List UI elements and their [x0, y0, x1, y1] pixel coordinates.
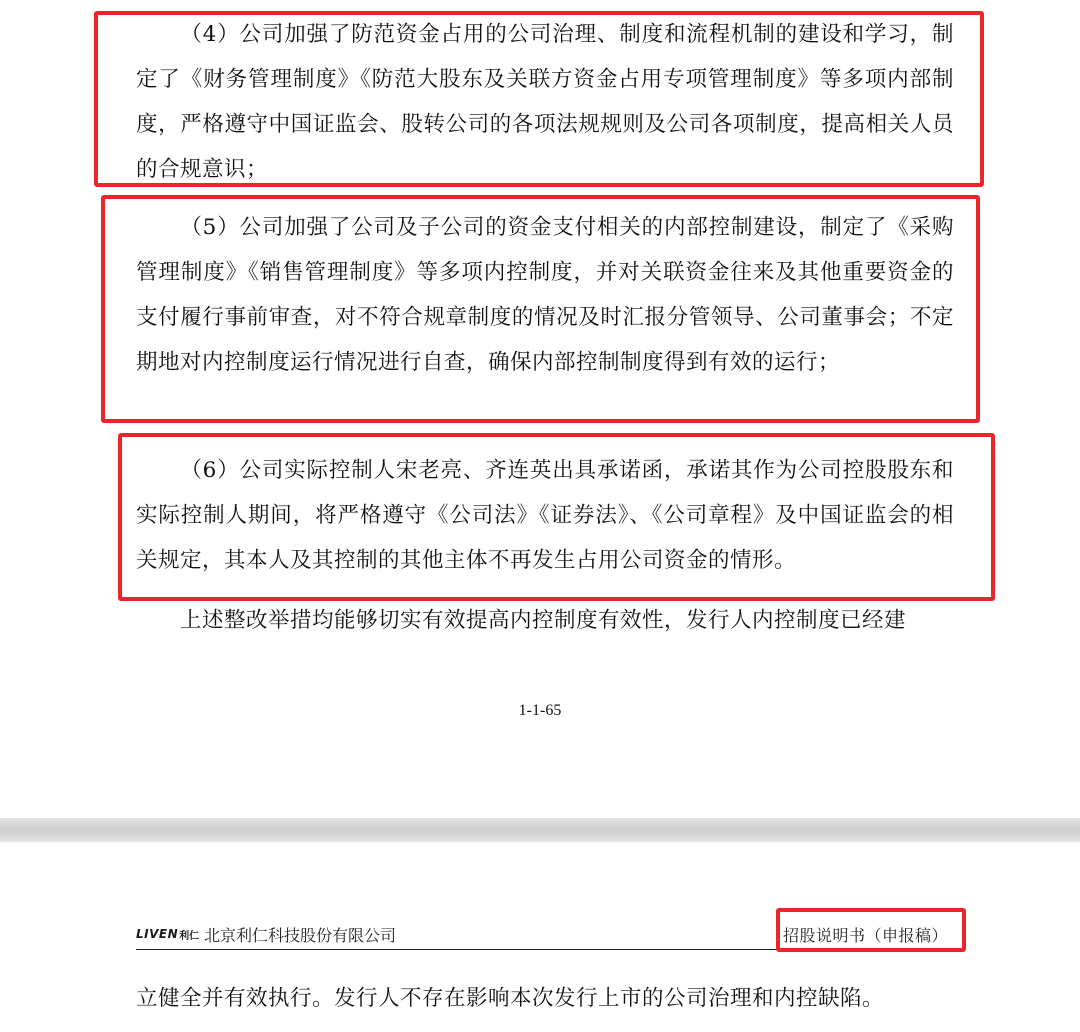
continuation-text: 上述整改举措均能够切实有效提高内控制度有效性，发行人内控制度已经建	[180, 608, 907, 633]
company-name: 北京利仁科技股份有限公司	[204, 926, 397, 945]
paragraph-next-page: 立健全并有效执行。发行人不存在影响本次发行上市的公司治理和内控缺陷。	[136, 986, 885, 1011]
paragraph-continuation	[136, 598, 954, 643]
logo-cn: 利仁	[179, 930, 200, 942]
logo-mark: LIVEN	[136, 927, 179, 941]
page-number: 1-1-65	[518, 702, 562, 719]
paragraph-6-text: （6）公司实际控制人宋老亮、齐连英出具承诺函，承诺其作为公司控股股东和实际控制人期间，将严格遵守《公司法》《证券法》、《公司章程》及中国证监会的相关规定，其本人及其控制的其他主体不再发生占用公司资金的情形。	[136, 458, 954, 573]
company-logo	[136, 925, 199, 943]
page-separator	[0, 818, 1080, 842]
highlight-box-paragraph-6	[118, 433, 995, 601]
document-type: 招股说明书（申报稿）	[782, 926, 948, 945]
highlight-box-document-type	[776, 908, 966, 952]
highlight-box-paragraph-5	[101, 195, 980, 423]
paragraph-5-text: （5）公司加强了公司及子公司的资金支付相关的内部控制建设，制定了《采购管理制度》《销售管理制度》等多项内控制度，并对关联资金往来及其他重要资金的支付履行事前审查，对不符合规章制度的情况及时汇报分管领导、公司董事会；不定期地对内控制度运行情况进行自查，确保内部控制制度得到有效的运行；	[136, 215, 954, 375]
paragraph-4-text: （4）公司加强了防范资金占用的公司治理、制度和流程机制的建设和学习，制定了《财务管理制度》《防范大股东及关联方资金占用专项管理制度》等多项内部制度，严格遵守中国证监会、股转公司的各项法规规则及公司各项制度，提高相关人员的合规意识；	[136, 22, 954, 182]
highlight-box-paragraph-4	[94, 11, 984, 187]
